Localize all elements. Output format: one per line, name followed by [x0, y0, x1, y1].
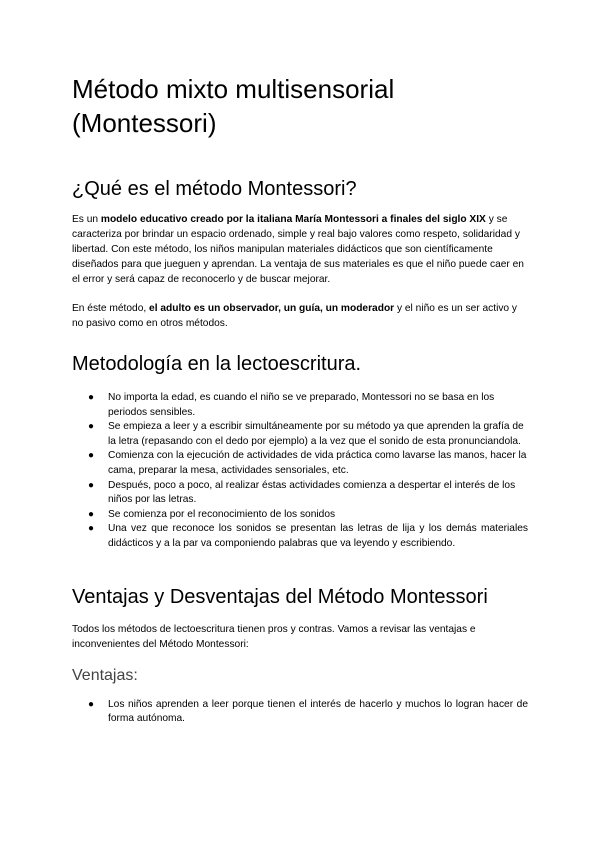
list-item — [72, 391, 528, 420]
document-page — [72, 72, 528, 727]
definition-text-a: Es un — [72, 214, 101, 225]
bullet-icon: ● — [88, 450, 95, 462]
list-item-text: Los niños aprenden a leer porque tienen el interés de hacerlo y muchos lo logran hacer de forma autónoma. — [108, 698, 528, 725]
list-item-text: Se comienza por el reconocimiento de los sonidos — [108, 508, 336, 520]
list-item-text: Se empieza a leer y a escribir simultáneamente por su método ya que aprenden la grafía de la letra (repasando con el dedo por ejemplo) a la vez que el sonido de esta pronunciandola. — [108, 421, 524, 447]
section-heading-methodology: Metodología en la lectoescritura. — [72, 353, 362, 375]
bullet-icon: ● — [88, 523, 95, 535]
advantages-list — [72, 698, 528, 727]
list-item — [72, 522, 528, 551]
adult-role-text-c: y el niño es un ser activo y no pasivo como en otros métodos. — [72, 303, 518, 329]
sub-heading-advantages: Ventajas: — [72, 666, 138, 684]
adult-role-text-a: En éste método, — [72, 303, 150, 314]
paragraph-definition — [72, 212, 528, 287]
methodology-list — [72, 391, 528, 552]
bullet-icon: ● — [88, 508, 95, 520]
list-item-text: Una vez que reconoce los sonidos se presentan las letras de lija y los demás materiales didácticos y a la par va componiendo palabras que va leyendo y escribiendo. — [108, 523, 528, 549]
document-title — [72, 72, 528, 140]
bullet-icon: ● — [88, 392, 95, 403]
title-line-2: (Montessori) — [72, 108, 217, 138]
list-item-text: Después, poco a poco, al realizar éstas actividades comienza a despertar el interés de los niños por las letras. — [108, 479, 516, 506]
list-item-text: Comienza con la ejecución de actividades de vida práctica como lavarse las manos, hacer la cama, preparar la mesa, actividades sensoriales, etc. — [108, 450, 527, 476]
list-item — [72, 479, 528, 508]
bullet-icon: ● — [88, 479, 95, 491]
list-item — [72, 698, 528, 727]
definition-text-bold: modelo educativo creado por la italiana María Montessori a finales del siglo XIX — [100, 214, 486, 225]
bullet-icon: ● — [88, 698, 95, 710]
list-item — [72, 449, 528, 478]
bullet-icon: ● — [88, 421, 95, 433]
list-item-text: No importa la edad, es cuando el niño se ve preparado, Montessori no se basa en los periodos sensibles. — [108, 392, 495, 418]
definition-text-c: y se caracteriza por brindar un espacio ordenado, simple y real bajo valores como respeto, solidaridad y libertad. Con este método, los niños manipulan materiales didácticos que son científicamente diseñados para que jueguen y aprendan. La ventaja de sus materiales es que el niño puede caer en el error y será capaz de reconocerlo y de buscar mejorar. — [72, 214, 524, 285]
list-item — [72, 420, 528, 449]
list-item — [72, 508, 528, 523]
title-line-1: Método mixto multisensorial — [72, 74, 395, 104]
section-heading-what-is: ¿Qué es el método Montessori? — [72, 178, 357, 200]
adult-role-text-bold: el adulto es un observador, un guía, un moderador — [149, 303, 395, 314]
section-heading-pros-cons: Ventajas y Desventajas del Método Montessori — [72, 585, 488, 608]
paragraph-pros-cons-intro: Todos los métodos de lectoescritura tienen pros y contras. Vamos a revisar las ventajas e inconvenientes del Método Montessori: — [72, 623, 476, 650]
paragraph-adult-role — [72, 301, 528, 331]
